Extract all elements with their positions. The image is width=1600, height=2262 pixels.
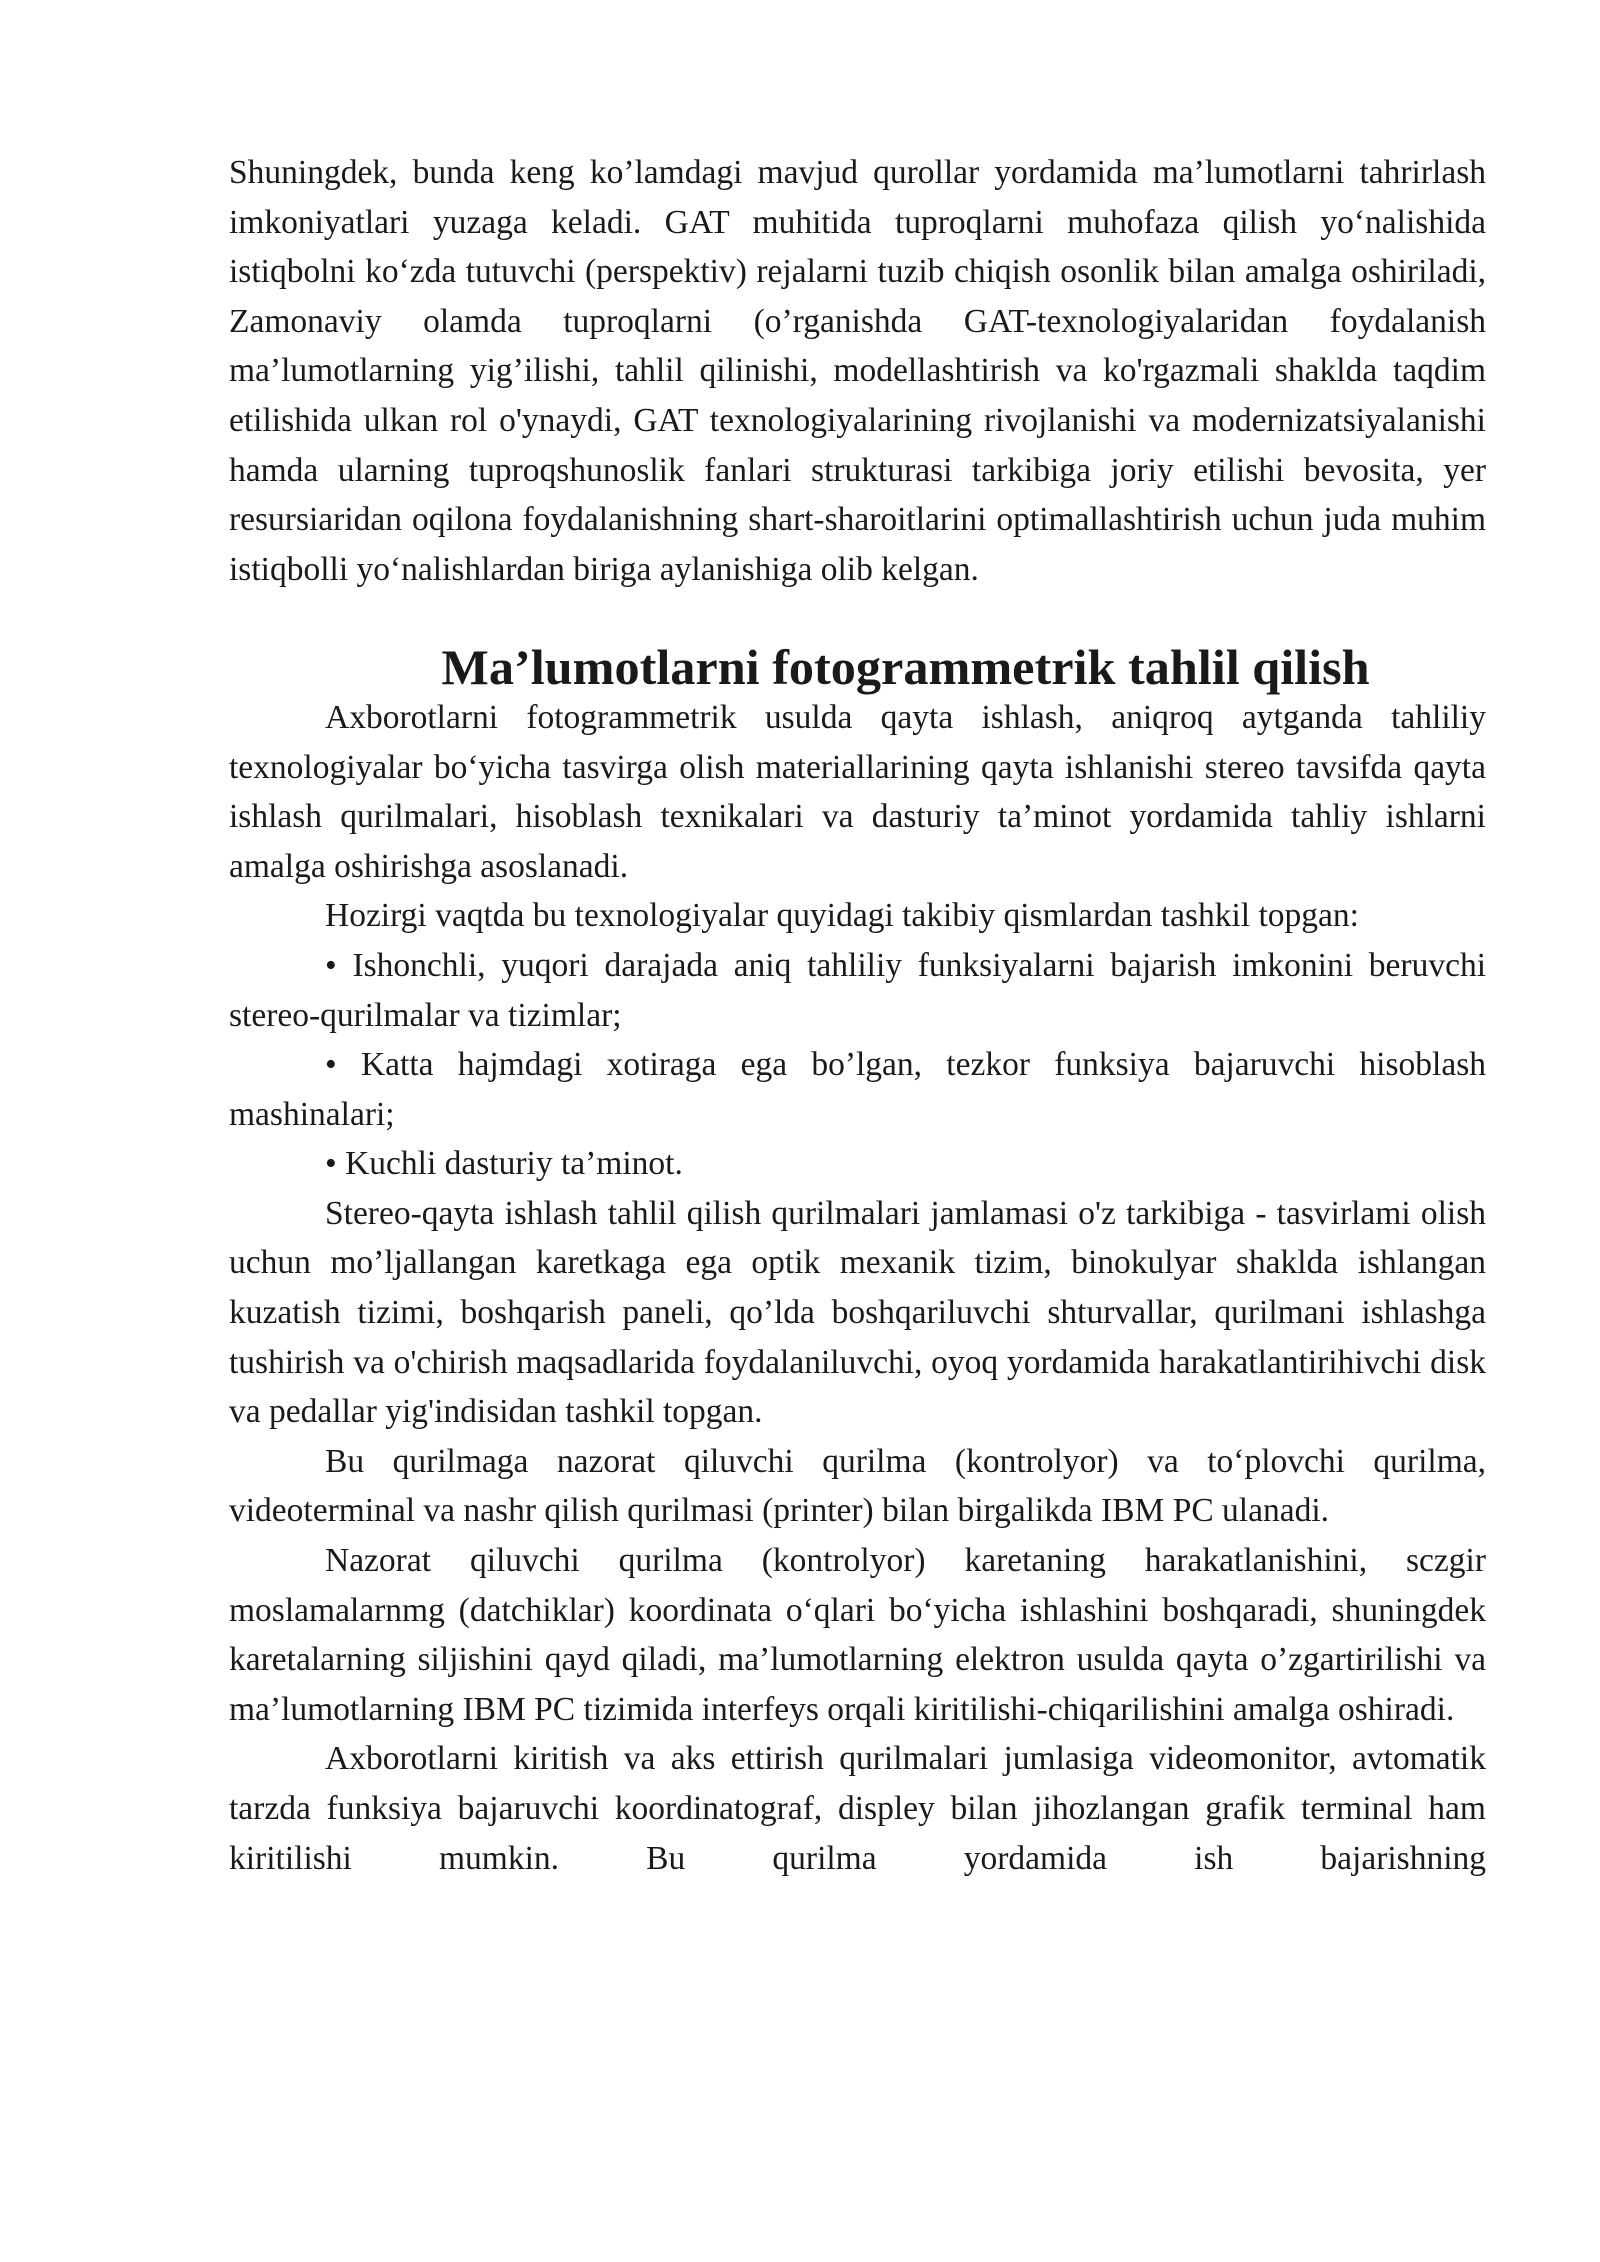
paragraph-5: Nazorat qiluvchi qurilma (kontrolyor) karetaning harakatlanishini, sczgir moslamalarnmg (datchiklar) koordinata o‘qlari bo‘yicha ishlashini boshqaradi, shuningdek karetalarning siljishini qayd qiladi, ma’lumotlarning elektron usulda qayta o’zgartirilishi va ma’lumotlarning IBM PC tizimida interfeys orqali kiritilishi-chiqarilishini amalga oshiradi. xyxy=(229,1542,1486,1728)
section-heading: Ma’lumotlarni fotogrammetrik tahlil qilish xyxy=(441,639,1370,696)
bullet-item-1: • Ishonchli, yuqori darajada aniq tahliliy funksiyalarni bajarish imkonini beruvchi stereo-qurilmalar va tizimlar; xyxy=(229,946,1486,1034)
bullet-item-3: • Kuchli dasturiy ta’minot. xyxy=(325,1145,683,1183)
paragraph-intro: Shuningdek, bunda keng ko’lamdagi mavjud qurollar yordamida ma’lumotlarni tahrirlash imkoniyatlari yuzaga keladi. GAT muhitida tuproqlarni muhofaza qilish yo‘nalishida istiqbolni ko‘zda tutuvchi (perspektiv) rejalarni tuzib chiqish osonlik bilan amalga oshiriladi, Zamonaviy olamda tuproqlarni (o’rganishda GAT-texnologiyalaridan foydalanish ma’lumotlarning yig’ilishi, tahlil qilinishi, modellashtirish va ko'rgazmali shaklda taqdim etilishida ulkan rol o'ynaydi, GAT texnologiyalarining rivojlanishi va modernizatsiyalanishi hamda ularning tuproqshunoslik fanlari strukturasi tarkibiga joriy etilishi bevosita, yer resursiaridan oqilona foydalanishning shart-sharoitlarini optimallashtirish uchun juda muhim istiqbolli yo‘nalishlardan biriga aylanishiga olib kelgan. xyxy=(229,154,1486,588)
paragraph-6: Axborotlarni kiritish va aks ettirish qurilmalari jumlasiga videomonitor, avtomatik tarzda funksiya bajaruvchi koordinatograf, displey bilan jihozlangan grafik terminal ham kiritilishi mumkin. Bu qurilma yordamida ish bajarishning xyxy=(229,1740,1486,1877)
paragraph-1: Axborotlarni fotogrammetrik usulda qayta ishlash, aniqroq aytganda tahliliy texnologiyalar bo‘yicha tasvirga olish materiallarining qayta ishlanishi stereo tavsifda qayta ishlash qurilmalari, hisoblash texnikalari va dasturiy ta’minot yordamida tahliy ishlarni amalga oshirishga asoslanadi. xyxy=(229,698,1486,885)
paragraph-4: Bu qurilmaga nazorat qiluvchi qurilma (kontrolyor) va to‘plovchi qurilma, videoterminal va nashr qilish qurilmasi (printer) bilan birgalikda IBM PC ulanadi. xyxy=(229,1442,1486,1530)
document-page xyxy=(229,148,1486,1883)
paragraph-2: Hozirgi vaqtda bu texnologiyalar quyidagi takibiy qismlardan tashkil topgan: xyxy=(325,897,1359,935)
paragraph-3: Stereo-qayta ishlash tahlil qilish qurilmalari jamlamasi o'z tarkibiga - tasvirlami olish uchun mo’ljallangan karetkaga ega optik mexanik tizim, binokulyar shaklda ishlangan kuzatish tizimi, boshqarish paneli, qo’lda boshqariluvchi shturvallar, qurilmani ishlashga tushirish va o'chirish maqsadlarida foydalaniluvchi, oyoq yordamida harakatlantirihivchi disk va pedallar yig'indisidan tashkil topgan. xyxy=(229,1194,1486,1431)
bullet-item-2: • Katta hajmdagi xotiraga ega bo’lgan, tezkor funksiya bajaruvchi hisoblash mashinalari; xyxy=(229,1046,1486,1133)
